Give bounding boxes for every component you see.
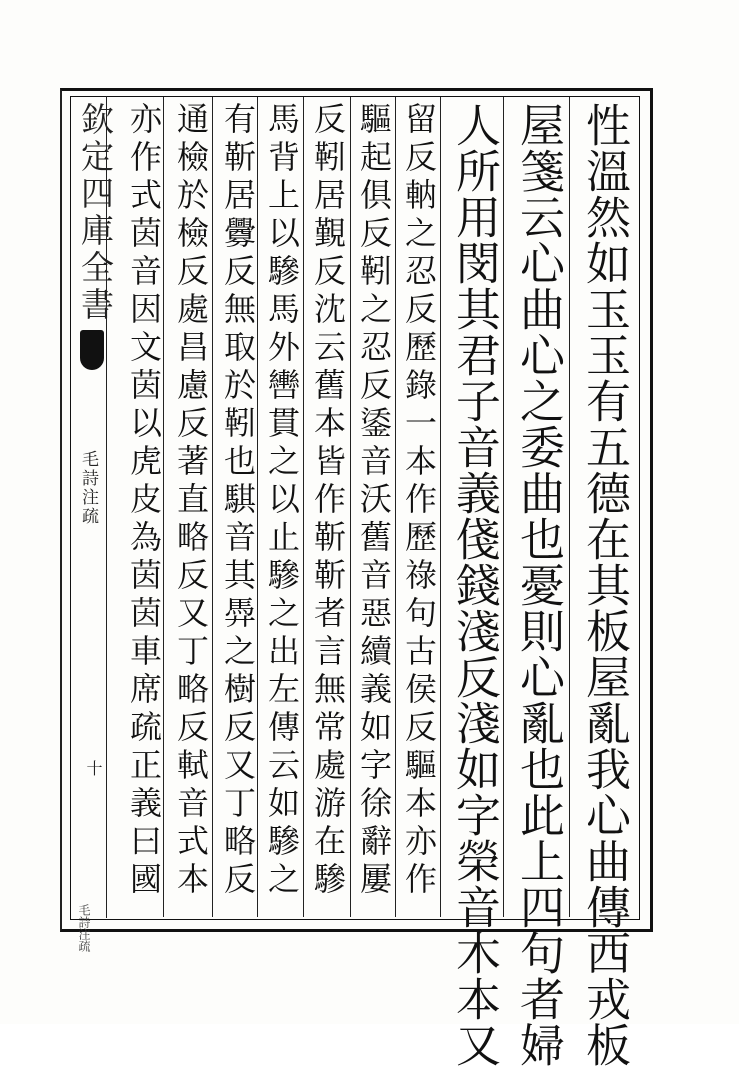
text-column-3: 人所用閔其君子音義俴錢淺反淺如字榮音木本又 xyxy=(448,102,501,1068)
column-rule xyxy=(350,97,351,917)
text-column-10: 亦作式茵音因文茵以虎皮為茵茵車席疏正義曰國 xyxy=(125,102,163,900)
column-rule xyxy=(503,97,504,917)
text-column-1: 性溫然如玉玉有五德在其板屋亂我心曲傳西戎板 xyxy=(578,102,631,1068)
page-number: 十 xyxy=(84,760,103,776)
banxin-footer: 毛詩注疏 xyxy=(77,904,91,952)
text-column-5: 驅起俱反靷之忍反鋈音沃舊音惡續義如字徐辭屢 xyxy=(355,102,393,900)
column-rule xyxy=(569,97,570,917)
text-column-4: 留反軜之忍反歷錄一本作歷祿句古侯反驅本亦作 xyxy=(400,102,438,900)
column-rule xyxy=(440,97,441,917)
text-column-6: 反靷居覲反沈云舊本皆作靳靳者言無常處游在驂 xyxy=(309,102,347,900)
column-rule xyxy=(212,97,213,917)
text-column-7: 馬背上以驂馬外轡貫之以止驂之出左傳云如驂之 xyxy=(263,102,301,900)
fishtail-mark-icon xyxy=(80,330,104,370)
text-column-2: 屋箋云心曲心之委曲也憂則心亂也此上四句者婦 xyxy=(512,102,565,1068)
column-rule xyxy=(257,97,258,917)
banxin-subtitle: 毛詩注疏 xyxy=(78,450,98,526)
banxin-title: 欽定四庫全書 xyxy=(76,102,115,324)
column-rule xyxy=(303,97,304,917)
column-rule xyxy=(395,97,396,917)
text-column-8: 有靳居釁反無取於靷也騏音其馵之樹反又丁略反 xyxy=(219,102,257,900)
text-column-9: 通檢於檢反處昌慮反著直略反又丁略反軾音式本 xyxy=(172,102,210,900)
column-rule xyxy=(163,97,164,917)
